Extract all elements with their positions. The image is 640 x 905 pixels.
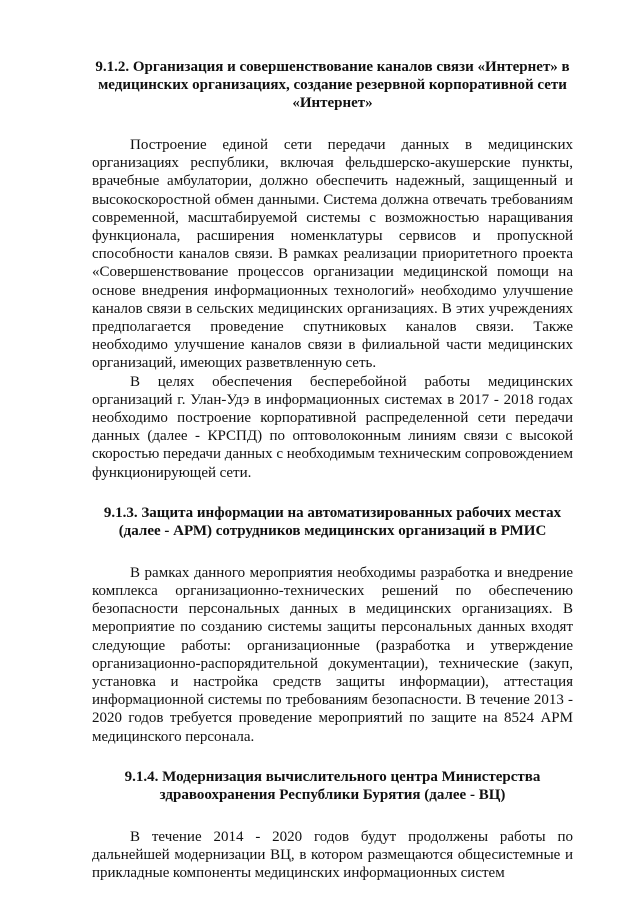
section-9-1-4 [92,768,573,883]
section-heading: 9.1.3. Защита информации на автоматизированных рабочих местах (далее - АРМ) сотрудников медицинских организаций в РМИС [103,504,562,539]
section-9-1-3 [92,504,573,746]
paragraph: Построение единой сети передачи данных в медицинских организациях республики, включая фельдшерско-акушерские пункты, врачебные амбулатории, должно обеспечить надежный, защищенный и высокоскоростной обмен данными. Система должна отвечать требованиям современной, масштабируемой системы с возможностью наращивания функционала, расширения номенклатуры сервисов и пропускной способности каналов связи. В рамках реализации приоритетного проекта «Совершенствование процессов организации медицинской помощи на основе внедрения информационных технологий» необходимо улучшение каналов связи в сельских медицинских организациях. В этих учреждениях предполагается проведение спутниковых каналов связи. Также необходимо улучшение каналов связи в филиальной части медицинских организаций, имеющих разветвленную сеть. [92,137,573,372]
section-9-1-2 [92,58,573,482]
paragraph: В течение 2014 - 2020 годов будут продолжены работы по дальнейшей модернизации ВЦ, в котором размещаются общесистемные и прикладные компоненты медицинских информационных систем [92,828,573,882]
section-heading: 9.1.2. Организация и совершенствование каналов связи «Интернет» в медицинских организациях, создание резервной корпоративной сети «Интернет» [95,59,570,111]
paragraph: В целях обеспечения бесперебойной работы медицинских организаций г. Улан-Удэ в информационных системах в 2017 - 2018 годах необходимо построение корпоративной распределенной сети передачи данных (далее - КРСПД) по оптоволоконным линиям связи с высокой скоростью передачи данных с необходимым техническим сопровождением функционирующей сети. [92,373,573,481]
section-heading: 9.1.4. Модернизация вычислительного центра Министерства здравоохранения Республики Бурятия (далее - ВЦ) [124,768,541,803]
document-page [92,58,573,883]
paragraph: В рамках данного мероприятия необходимы разработка и внедрение комплекса организационно-технических решений по обеспечению безопасности персональных данных в медицинских организациях. В мероприятие по созданию системы защиты персональных данных входят следующие работы: организационные (разработка и утверждение организационно-распорядительной документации), технические (закуп, установка и настройка средств защиты информации), аттестация информационной системы по требованиям безопасности. В течение 2013 - 2020 годов требуется проведение мероприятий по защите на 8524 АРМ медицинского персонала. [92,564,573,745]
